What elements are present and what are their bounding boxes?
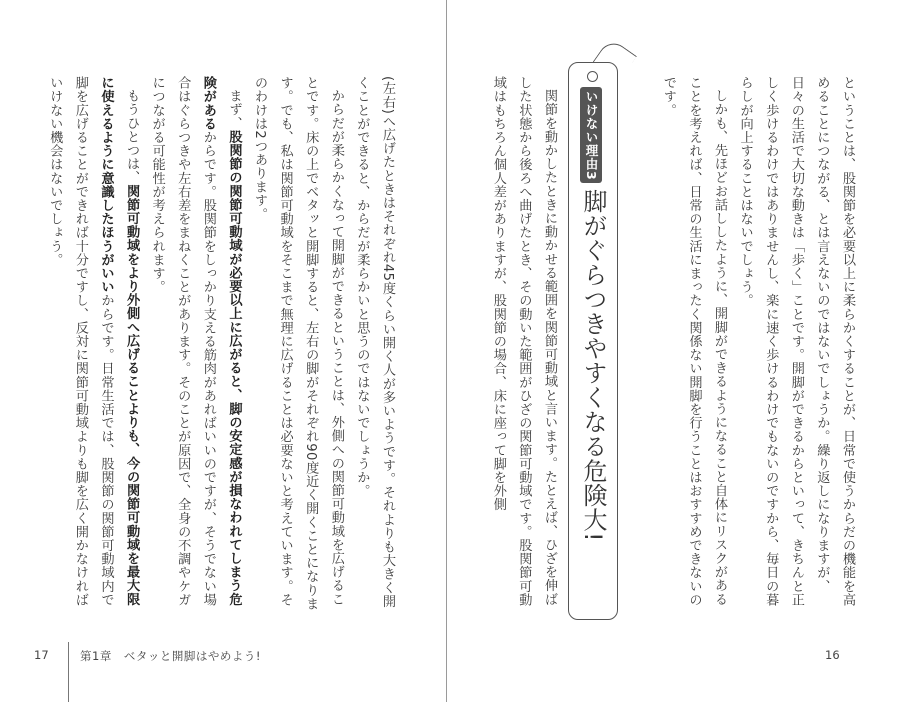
right-page: [448, 0, 900, 702]
paragraph-3: [144, 76, 246, 616]
section-heading-title: 脚がぐらつきやすくなる危険大!: [579, 189, 607, 543]
page-number-left: 17: [34, 648, 49, 662]
section-heading-tag: [568, 62, 618, 620]
paragraph-4-rest: からです。日常生活では、股関節の関節可動域内で脚を広げることができれば十分ですし、反対に関節可動域よりも脚を広く開かなければいけない機会はないでしょう。: [47, 76, 114, 607]
paragraph-4: [42, 76, 144, 616]
book-gutter: [446, 0, 447, 702]
right-paragraph-2: しかも、先ほどお話ししたように、開脚ができるようになること自体にリスクがあることを考えれば、日常の生活にまったく関係ない開脚を行うことはおすすめできないのです。: [660, 76, 728, 607]
heading-label: いけない理由3: [580, 87, 602, 183]
left-page: [0, 0, 447, 702]
paragraph-2: からだが柔らかくなって開脚ができるということは、外側への関節可動域を広げることです。床の上でベタッと開脚すると、左右の脚がそれぞれ90度近く開くことになります。でも、私は関節可動域をそこまで無理に広げることは必要ないと考えています。そのわけは2つあります。: [252, 76, 344, 611]
paragraph-4-lead: もうひとつは、: [124, 89, 140, 185]
paragraph-3-rest: からです。股関節をしっかり支える筋肉があればいいのですが、そうでない場合はぐらつきや左右差をまねくことがあります。そのことが原因で、全身の不調やケガにつながる可能性が考えられます。: [149, 76, 216, 607]
page-number-right: 16: [825, 648, 840, 662]
right-paragraph-1: ということは、股関節を必要以上に柔らかくすることが、日常で使うからだの機能を高めることにつながる、とは言えないのではないでしょうか。繰り返しになりますが、日々の生活で大切な動きは「歩く」ことです。開脚ができるからといって、きちんと正しく歩けるわけではありませんし、楽に速く歩けるわけでもないのですから、毎日の暮らしが向上することはないでしょう。: [737, 76, 855, 607]
paragraph-1: (左右)へ広げたときはそれぞれ45度くらい開く人が多いようです。それよりも大きく開くことができると、からだが柔らかいと思うのではないでしょうか。: [354, 76, 395, 608]
folio-divider: [68, 642, 69, 702]
right-page-body-top: [660, 76, 860, 616]
left-page-body: [40, 76, 400, 616]
running-head: 第1章 ベタッと開脚はやめよう!: [80, 649, 261, 663]
paragraph-3-lead: まず、: [226, 89, 242, 130]
right-paragraph-3: 関節を動かしたときに動かせる範囲を関節可動域と言います。たとえば、ひざを伸ばした状態から後ろへ曲げたとき、その動いた範囲がひざの関節可動域です。股関節可動域はもちろん個人差がありますが、股関節の場合、床に座って脚を外側: [490, 76, 557, 607]
tag-hole-icon: [587, 71, 598, 82]
right-page-body-bottom: [486, 76, 562, 616]
paragraph-3-emphasis: 股関節の関節可動域が必要以上に広がると、脚の安定感が損なわれてしまう危険がある: [200, 76, 242, 606]
paragraph-4-emphasis: 関節可動域をより外側へ広げることよりも、今の関節可動域を最大限に使えるように意識したほうがいい: [98, 76, 140, 606]
